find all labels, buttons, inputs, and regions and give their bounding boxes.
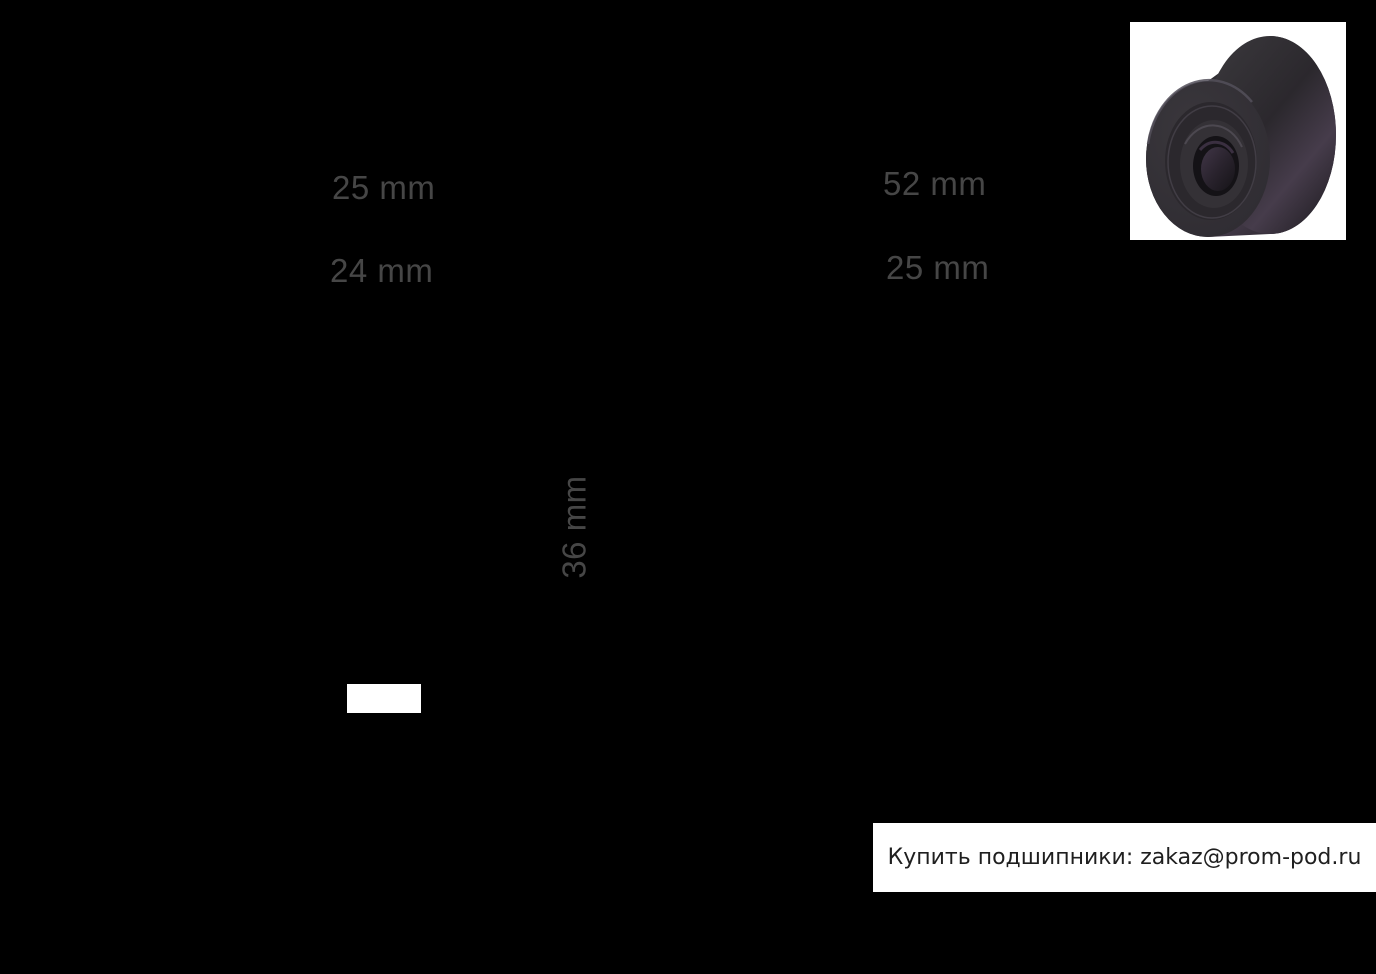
dimension-label-bore-left: 25 mm xyxy=(332,169,436,206)
product-photo-panel xyxy=(1130,22,1346,240)
dimension-label-roller-width-vertical: 36 mm xyxy=(555,475,593,579)
dimension-label-bore-right: 25 mm xyxy=(886,249,990,286)
contact-text: Купить подшипники: zakaz@prom-pod.ru xyxy=(887,845,1362,870)
bearing-photo xyxy=(1130,22,1346,240)
contact-banner xyxy=(873,823,1376,892)
blank-white-rectangle xyxy=(347,684,421,713)
dimension-label-outer-diameter: 52 mm xyxy=(883,165,987,202)
dimension-label-inner-ring-width: 24 mm xyxy=(330,252,434,289)
